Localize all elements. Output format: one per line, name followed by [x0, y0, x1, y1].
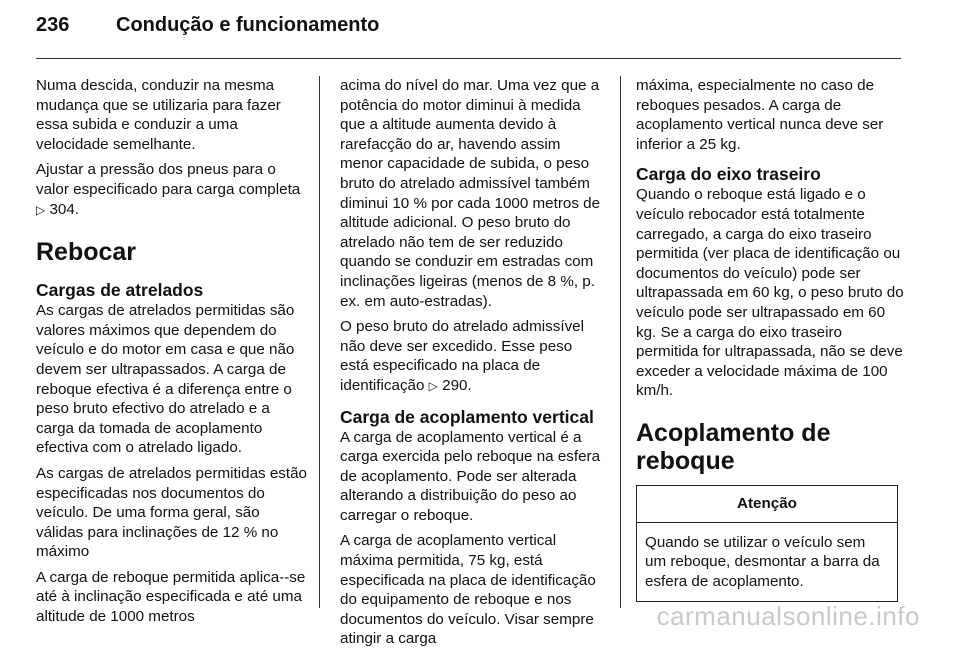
- page-title: Condução e funcionamento: [116, 14, 380, 36]
- callout-body: Quando se utilizar o veículo sem um reboque, desmontar a barra da esfera de acoplamento.: [645, 533, 880, 590]
- warning-callout: [636, 485, 898, 602]
- arrow-right-icon: ▷: [36, 202, 46, 217]
- paragraph: [36, 160, 308, 220]
- paragraph: A carga de reboque permitida aplica--se até à inclinação especificada e até uma altitude de 1000 metros: [36, 568, 306, 626]
- page-header: [36, 14, 379, 37]
- paragraph: Numa descida, conduzir na mesma mudança que se utilizaria para fazer essa subida e conduzir a uma velocidade semelhante.: [36, 77, 281, 153]
- paragraph: As cargas de atrelados permitidas são valores máximos que dependem do veículo e do motor em casa e que não devem ser ultrapassados. A carga de reboque efectiva é a diferença entre o peso bruto efectivo do atrelado e a carga da tomada de acoplamento efectiva com o atrelado ligado.: [36, 302, 295, 457]
- paragraph: Quando o reboque está ligado e o veículo rebocador está totalmente carregado, a carga do eixo traseiro permitida (ver placa de identificação ou documentos do veículo) pode ser ultrapassada em 60 kg, o peso bruto do veículo pode ser ultrapassado em 60 kg. Se a carga do eixo traseiro permitida for ultrapassada, não se deve exceder a velocidade máxima de 100 km/h.: [636, 186, 904, 400]
- paragraph: A carga de acoplamento vertical é a carga exercida pelo reboque na esfera de acoplamento. Pode ser alterada alterando a distribuição do peso ao carregar o reboque.: [340, 428, 601, 524]
- callout-title: Atenção: [637, 486, 897, 523]
- column-3: [636, 76, 904, 602]
- page-reference[interactable]: 290.: [442, 376, 472, 394]
- paragraph: [340, 317, 604, 396]
- page-reference[interactable]: 304.: [49, 200, 80, 218]
- paragraph-text: Ajustar a pressão dos pneus para o valor especificado para carga completa: [36, 161, 301, 198]
- subheading-cargas-de-atrelados: Cargas de atrelados: [36, 280, 204, 301]
- paragraph: As cargas de atrelados permitidas estão especificadas nos documentos do veículo. De uma forma geral, são válidas para inclinações de 12 % no máximo: [36, 464, 307, 561]
- column-1: [36, 76, 308, 633]
- page-number: 236: [36, 14, 70, 36]
- paragraph-text: O peso bruto do atrelado admissível não deve ser excedido. Esse peso está especificado na placa de identificação: [340, 318, 584, 394]
- header-rule: [36, 58, 901, 59]
- column-divider: [620, 76, 621, 608]
- paragraph: acima do nível do mar. Uma vez que a potência do motor diminui à medida que a altitude aumenta devido à rarefacção do ar, havendo assim menor capacidade de subida, o peso bruto do atrelado admissível também diminui 10 % por cada 1000 metros de altitude adicional. O peso bruto do atrelado não tem de ser reduzido quando se conduzir em estradas com inclinações ligeiras (menos de 8 %, p. ex. em auto-estradas).: [340, 77, 601, 310]
- arrow-right-icon: ▷: [428, 378, 438, 393]
- subheading-carga-acoplamento-vertical: Carga de acoplamento vertical: [340, 406, 594, 427]
- watermark: carmanualsonline.info: [656, 601, 920, 631]
- subheading-carga-eixo-traseiro: Carga do eixo traseiro: [636, 164, 821, 185]
- column-divider: [319, 76, 320, 608]
- paragraph: A carga de acoplamento vertical máxima permitida, 75 kg, está especificada na placa de identificação do equipamento de reboque e nos documentos do veículo. Visar sempre atingir a carga: [340, 532, 596, 648]
- paragraph: máxima, especialmente no caso de reboques pesados. A carga de acoplamento vertical nunca deve ser inferior a 25 kg.: [636, 77, 884, 153]
- section-heading-rebocar: Rebocar: [36, 238, 137, 267]
- column-2: [340, 76, 604, 655]
- section-heading-acoplamento: Acoplamento de reboque: [636, 418, 831, 475]
